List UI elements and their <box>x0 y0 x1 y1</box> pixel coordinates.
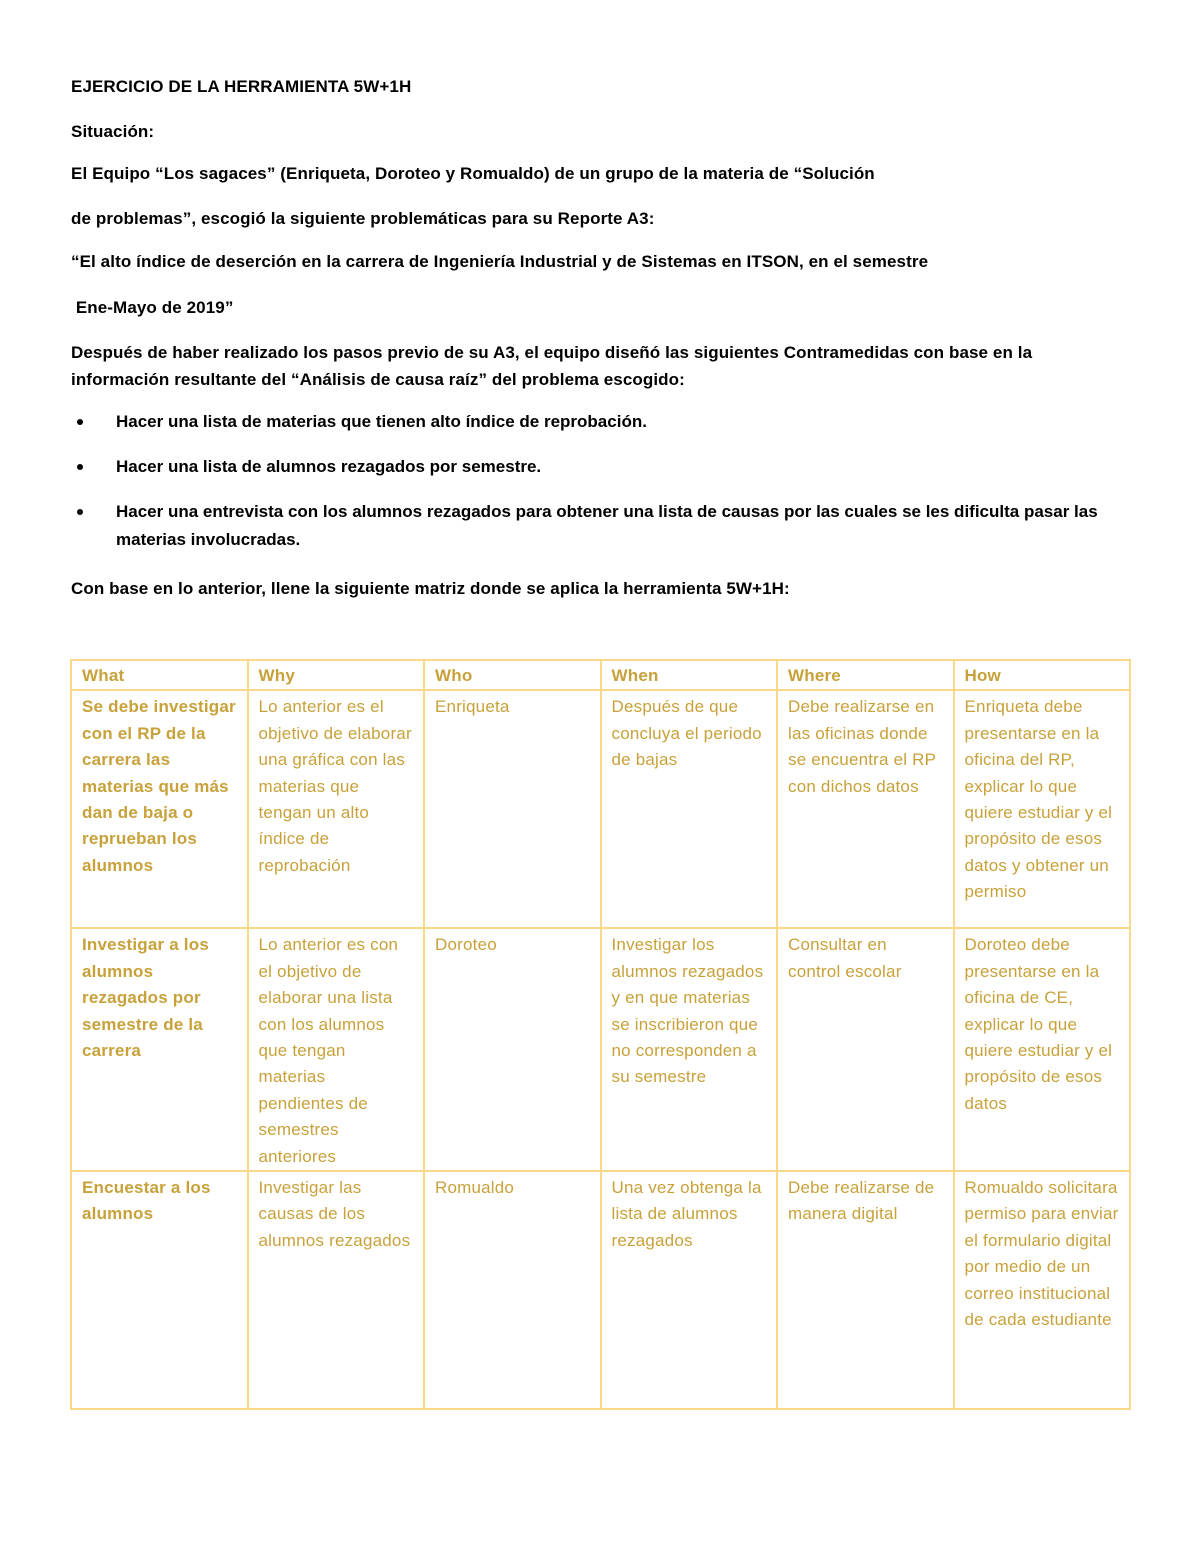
table-cell-where: Consultar en control escolar <box>777 928 954 1171</box>
table-cell-where: Debe realizarse de manera digital <box>777 1171 954 1409</box>
table-cell-why: Lo anterior es con el objetivo de elaborar una lista con los alumnos que tengan materias pendientes de semestres anteriores <box>248 928 425 1171</box>
countermeasures-intro: Después de haber realizado los pasos previo de su A3, el equipo diseñó las siguientes Contramedidas con base en la información resultante del “Análisis de causa raíz” del problema escogido: <box>71 343 1033 389</box>
table-row <box>71 690 1130 928</box>
list-item: Hacer una lista de alumnos rezagados por semestre. <box>71 453 1131 481</box>
table-cell-why: Investigar las causas de los alumnos rezagados <box>248 1171 425 1409</box>
situation-line-1: El Equipo “Los sagaces” (Enriqueta, Doroteo y Romualdo) de un grupo de la materia de “Solución <box>71 164 875 183</box>
table-cell-how: Romualdo solicitara permiso para enviar el formulario digital por medio de un correo institucional de cada estudiante <box>954 1171 1131 1409</box>
header-what: What <box>71 660 248 690</box>
header-why: Why <box>248 660 425 690</box>
table-cell-what: Encuestar a los alumnos <box>71 1171 248 1409</box>
countermeasures-list <box>71 408 1131 571</box>
table-cell-when: Después de que concluya el periodo de bajas <box>601 690 778 928</box>
header-when: When <box>601 660 778 690</box>
table-cell-where: Debe realizarse en las oficinas donde se encuentra el RP con dichos datos <box>777 690 954 928</box>
table-cell-what: Se debe investigar con el RP de la carrera las materias que más dan de baja o reprueban los alumnos <box>71 690 248 928</box>
problem-quote-line-2: Ene-Mayo de 2019” <box>71 298 234 317</box>
table-cell-when: Investigar los alumnos rezagados y en que materias se inscribieron que no corresponden a su semestre <box>601 928 778 1171</box>
table-header-row <box>71 660 1130 690</box>
header-how: How <box>954 660 1131 690</box>
problem-quote-line-1: “El alto índice de deserción en la carrera de Ingeniería Industrial y de Sistemas en ITSON, en el semestre <box>71 252 929 271</box>
table-cell-how: Doroteo debe presentarse en la oficina de CE, explicar lo que quiere estudiar y el propósito de esos datos <box>954 928 1131 1171</box>
table-cell-when: Una vez obtenga la lista de alumnos rezagados <box>601 1171 778 1409</box>
table-cell-who: Enriqueta <box>424 690 601 928</box>
document-title: EJERCICIO DE LA HERRAMIENTA 5W+1H <box>71 77 412 96</box>
table-cell-who: Doroteo <box>424 928 601 1171</box>
header-who: Who <box>424 660 601 690</box>
table-row <box>71 1171 1130 1409</box>
table-cell-why: Lo anterior es el objetivo de elaborar una gráfica con las materias que tengan un alto índice de reprobación <box>248 690 425 928</box>
situacion-label: Situación: <box>71 122 155 141</box>
matrix-instruction: Con base en lo anterior, llene la siguiente matriz donde se aplica la herramienta 5W+1H: <box>71 579 790 598</box>
table-cell-how: Enriqueta debe presentarse en la oficina del RP, explicar lo que quiere estudiar y el propósito de esos datos y obtener un permiso <box>954 690 1131 928</box>
situation-line-2: de problemas”, escogió la siguiente problemáticas para su Reporte A3: <box>71 209 655 228</box>
matrix-5w1h-table <box>70 659 1131 1410</box>
header-where: Where <box>777 660 954 690</box>
table-row <box>71 928 1130 1171</box>
list-item: Hacer una entrevista con los alumnos rezagados para obtener una lista de causas por las cuales se les dificulta pasar las materias involucradas. <box>71 498 1131 554</box>
table-cell-who: Romualdo <box>424 1171 601 1409</box>
table-cell-what: Investigar a los alumnos rezagados por semestre de la carrera <box>71 928 248 1171</box>
list-item: Hacer una lista de materias que tienen alto índice de reprobación. <box>71 408 1131 436</box>
